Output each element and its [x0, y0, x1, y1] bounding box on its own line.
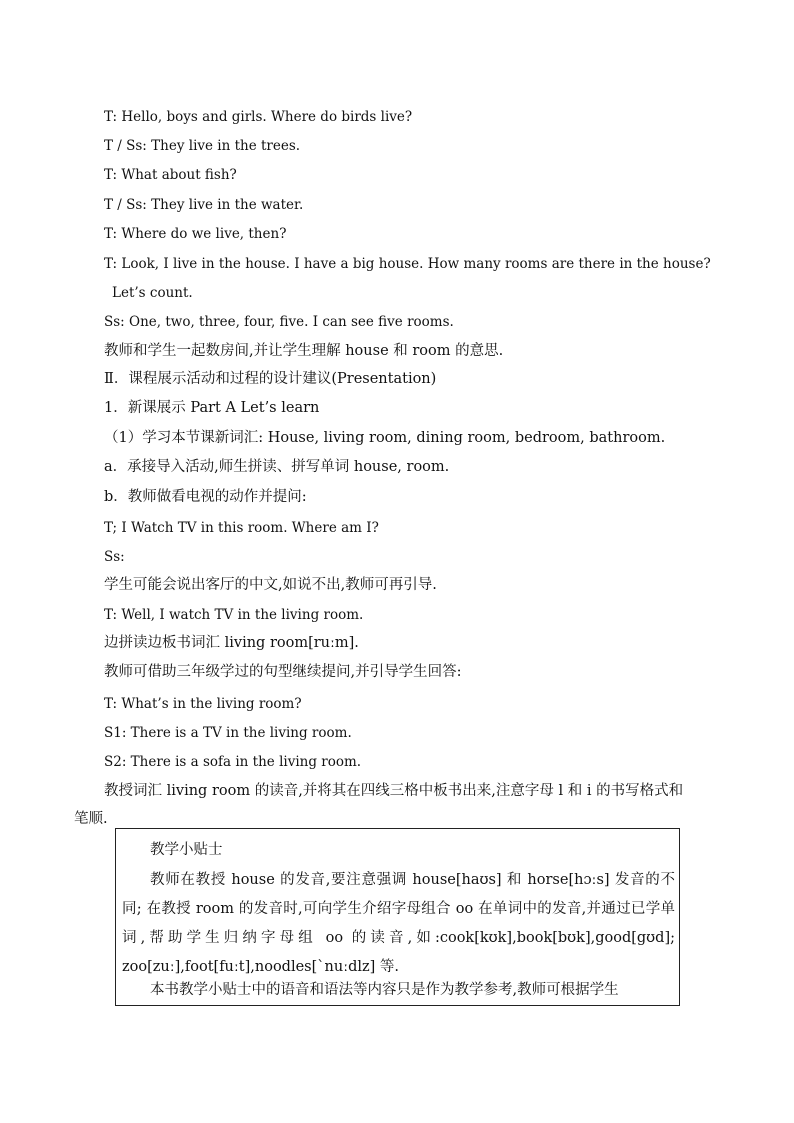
dialogue-line: Let’s count.: [112, 285, 193, 301]
instruction-text: 边拼读边板书词汇 living room[ruːm].: [104, 635, 359, 651]
tip-paragraph: 教师在教授 house 的发音,要注意强调 house[haʊs] 和 horse[hɔːs] 发音的不同; 在教授 room 的发音时,可向学生介绍字母组合 oo 在单词中的发音,并通过已学单词,帮助学生归纳字母组 oo 的读音,如:cook[kʊk],book[bʊk],good[gʊd]; zoo[zuː],foot[fuːt],noodles[ˋnuːdlz] 等.: [122, 872, 675, 975]
dialogue-line: S1: There is a TV in the living room.: [104, 725, 352, 741]
instruction-text: 教师可借助三年级学过的句型继续提问,并引导学生回答:: [104, 664, 462, 680]
tip-paragraph: 本书教学小贴士中的语音和语法等内容只是作为教学参考,教师可根据学生: [150, 982, 619, 998]
dialogue-line: S2: There is a sofa in the living room.: [104, 754, 362, 770]
dialogue-line: T / Ss: They live in the trees.: [104, 138, 301, 154]
step-heading: （1）学习本节课新词汇: House, living room, dining room, bedroom, bathroom.: [104, 430, 666, 446]
instruction-text: 学生可能会说出客厅的中文,如说不出,教师可再引导.: [104, 577, 437, 593]
section-heading: Ⅱ．课程展示活动和过程的设计建议(Presentation): [104, 371, 437, 387]
dialogue-line: T: Where do we live, then?: [104, 226, 287, 242]
step-text: a．承接导入活动,师生拼读、拼写单词 house, room.: [104, 459, 450, 475]
dialogue-line: Ss:: [104, 549, 125, 565]
instruction-text: 笔顺.: [74, 811, 108, 827]
instruction-text: 教师和学生一起数房间,并让学生理解 house 和 room 的意思.: [104, 343, 504, 359]
dialogue-line: T: Well, I watch TV in the living room.: [104, 607, 364, 623]
teaching-tip-box: [115, 828, 680, 1006]
dialogue-line: T; I Watch TV in this room. Where am I?: [104, 520, 379, 536]
dialogue-line: T: Hello, boys and girls. Where do birds live?: [104, 109, 413, 125]
tip-title: 教学小贴士: [150, 842, 223, 858]
dialogue-line: T / Ss: They live in the water.: [104, 197, 304, 213]
step-text: b．教师做看电视的动作并提问:: [104, 489, 307, 505]
subsection-heading: 1．新课展示 Part A Let’s learn: [104, 400, 320, 416]
dialogue-line: T: What’s in the living room?: [104, 696, 302, 712]
instruction-text: 教授词汇 living room 的读音,并将其在四线三格中板书出来,注意字母 l 和 i 的书写格式和: [104, 783, 684, 799]
dialogue-line: Ss: One, two, three, four, five. I can see five rooms.: [104, 314, 454, 330]
dialogue-line: T: Look, I live in the house. I have a big house. How many rooms are there in the house?: [104, 256, 711, 272]
dialogue-line: T: What about fish?: [104, 167, 237, 183]
